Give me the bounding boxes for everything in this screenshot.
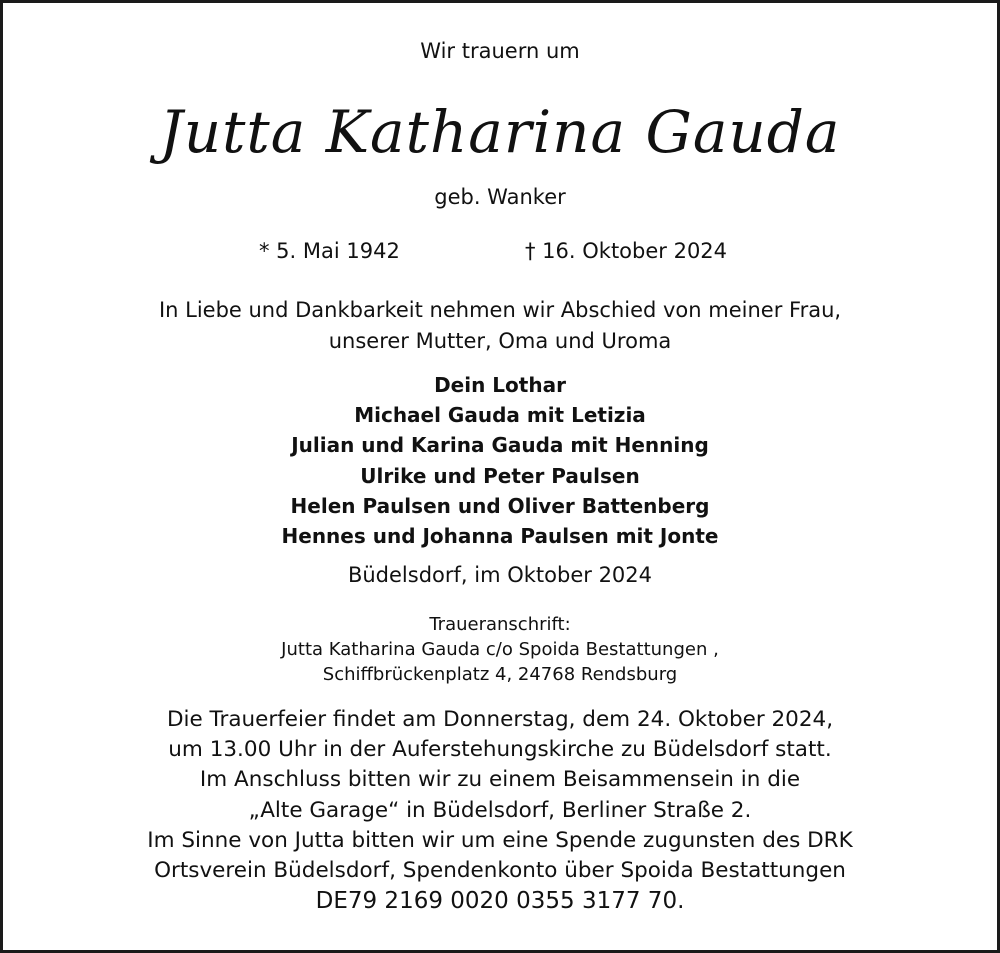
service-line: Ortsverein Büdelsdorf, Spendenkonto über Spoida Bestattungen [154,858,846,884]
service-line: Im Sinne von Jutta bitten wir um eine Spende zugunsten des DRK [147,827,853,853]
address-line: Schiffbrückenplatz 4, 24768 Rendsburg [322,664,678,685]
mourner-name: Helen Paulsen und Oliver Battenberg [290,493,710,518]
place-date: Büdelsdorf, im Oktober 2024 [347,563,653,587]
mourner-name: Ulrike und Peter Paulsen [360,463,640,488]
deceased-name: Jutta Katharina Gauda [159,98,841,166]
donation-account: DE79 2169 0020 0355 3177 70. [315,888,685,915]
mourner-name: Michael Gauda mit Letizia [354,403,646,428]
maiden-name: geb. Wanker [434,185,566,209]
mourning-address [3,612,997,687]
mourner-name: Julian und Karina Gauda mit Henning [291,433,709,458]
address-label: Traueranschrift: [429,614,571,635]
mourners-list [3,370,997,551]
service-line: Die Trauerfeier findet am Donnerstag, dem 24. Oktober 2024, [166,707,834,732]
service-line: um 13.00 Uhr in der Auferstehungskirche zu Büdelsdorf statt. [168,737,832,763]
service-line: Im Anschluss bitten wir zu einem Beisammensein in die [199,767,801,793]
intro-text: Wir trauern um [420,39,580,63]
mourner-name: Hennes und Johanna Paulsen mit Jonte [281,524,719,549]
mourner-name: Dein Lothar [434,373,566,397]
death-date: † 16. Oktober 2024 [525,239,728,263]
life-dates [3,239,997,269]
service-information [3,705,997,916]
service-line: „Alte Garage“ in Büdelsdorf, Berliner Straße 2. [248,797,752,823]
farewell-line: unserer Mutter, Oma und Uroma [328,329,672,353]
birth-date: * 5. Mai 1942 [259,239,400,263]
address-line: Jutta Katharina Gauda c/o Spoida Bestattungen , [281,639,719,660]
farewell-text [3,295,997,357]
farewell-line: In Liebe und Dankbarkeit nehmen wir Abschied von meiner Frau, [158,298,842,322]
